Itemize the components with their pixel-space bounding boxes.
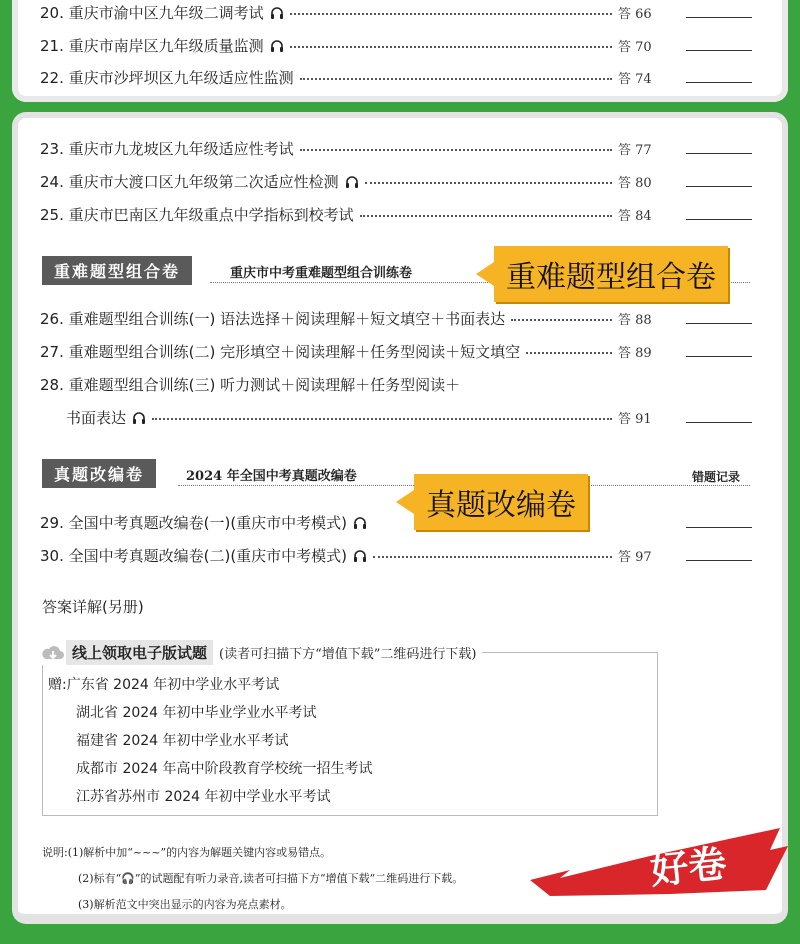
- toc-row: [40, 33, 752, 57]
- cloud-download-icon: [40, 643, 66, 663]
- toc-title: 书面表达: [66, 408, 127, 427]
- toc-row: [40, 65, 752, 89]
- headphone-icon: [270, 39, 284, 51]
- answer-detail: 答案详解(另册): [42, 598, 144, 616]
- toc-row: [66, 405, 752, 429]
- leader-dots: [526, 352, 612, 354]
- section1-tag: 重难题型组合卷: [42, 256, 192, 285]
- online-title: [40, 640, 482, 665]
- headphone-icon: [353, 516, 367, 528]
- headphone-icon: [353, 549, 367, 561]
- error-record-label: 错题记录: [692, 470, 741, 484]
- leader-dots: [290, 13, 612, 15]
- gift-item: 赠:广东省 2024 年初中学业水平考试: [48, 677, 280, 693]
- gift-item: 成都市 2024 年高中阶段教育学校统一招生考试: [76, 761, 373, 777]
- toc-row: [40, 136, 752, 160]
- record-blank[interactable]: [686, 527, 752, 528]
- note-line: 说明:(1)解析中加“~~~”的内容为解题关键内容或易错点。: [42, 846, 332, 859]
- stamp-text: 好卷: [648, 841, 729, 893]
- toc-title: 30. 全国中考真题改编卷(二)(重庆市中考模式): [40, 546, 348, 565]
- record-blank[interactable]: [686, 153, 752, 154]
- online-note: (读者可扫描下方“增值下载”二维码进行下载): [219, 647, 477, 662]
- toc-row: [40, 202, 752, 226]
- note-line: (2)标有“🎧”的试题配有听力录音,读者可扫描下方“增值下载”二维码进行下载。: [78, 872, 464, 885]
- toc-title: 29. 全国中考真题改编卷(一)(重庆市中考模式): [40, 513, 348, 532]
- gift-item: 湖北省 2024 年初中毕业学业水平考试: [76, 705, 317, 721]
- toc-title: 27. 重难题型组合训练(二) 完形填空＋阅读理解＋任务型阅读＋短文填空: [40, 342, 521, 361]
- online-label: 线上领取电子版试题: [66, 640, 213, 665]
- leader-dots: [360, 215, 612, 217]
- toc-title: 25. 重庆市巴南区九年级重点中学指标到校考试: [40, 205, 354, 224]
- toc-title: 24. 重庆市大渡口区九年级第二次适应性检测: [40, 172, 339, 191]
- toc-row: [40, 543, 752, 567]
- headphone-icon: [270, 6, 284, 18]
- headphone-icon: [345, 175, 359, 187]
- answer-page: 答 77: [618, 142, 652, 158]
- gift-item: 福建省 2024 年初中学业水平考试: [76, 733, 289, 749]
- record-blank[interactable]: [686, 17, 752, 18]
- answer-page: 答 97: [618, 549, 652, 565]
- toc-row: [40, 372, 752, 396]
- record-blank[interactable]: [686, 356, 752, 357]
- section1-callout: 重难题型组合卷: [494, 246, 728, 302]
- toc-row: [40, 339, 752, 363]
- record-blank[interactable]: [686, 186, 752, 187]
- answer-page: 答 74: [618, 71, 652, 87]
- toc-title: 26. 重难题型组合训练(一) 语法选择＋阅读理解＋短文填空＋书面表达: [40, 309, 506, 328]
- section2-tag: 真题改编卷: [42, 459, 156, 488]
- toc-title: 28. 重难题型组合训练(三) 听力测试＋阅读理解＋任务型阅读＋: [40, 375, 461, 394]
- section2-subtitle: 2024 年全国中考真题改编卷: [186, 469, 357, 484]
- leader-dots: [373, 556, 612, 558]
- toc-row: [40, 0, 752, 24]
- toc-title: 22. 重庆市沙坪坝区九年级适应性监测: [40, 68, 294, 87]
- record-blank[interactable]: [686, 82, 752, 83]
- record-blank[interactable]: [686, 323, 752, 324]
- note-line: (3)解析范文中突出显示的内容为亮点素材。: [78, 898, 292, 911]
- gift-item: 江苏省苏州市 2024 年初中学业水平考试: [76, 789, 331, 805]
- toc-row: [40, 169, 752, 193]
- section1-subtitle: 重庆市中考重难题型组合训练卷: [230, 266, 413, 281]
- answer-page: 答 66: [618, 6, 652, 22]
- record-blank[interactable]: [686, 560, 752, 561]
- leader-dots: [511, 319, 612, 321]
- answer-page: 答 89: [618, 345, 652, 361]
- answer-page: 答 70: [618, 39, 652, 55]
- record-blank[interactable]: [686, 422, 752, 423]
- leader-dots: [300, 78, 612, 80]
- leader-dots: [152, 418, 612, 420]
- answer-page: 答 84: [618, 208, 652, 224]
- stamp: [530, 820, 790, 900]
- answer-page: 答 88: [618, 312, 652, 328]
- leader-dots: [300, 149, 612, 151]
- toc-title: 21. 重庆市南岸区九年级质量监测: [40, 36, 264, 55]
- section2-callout: 真题改编卷: [414, 474, 588, 530]
- leader-dots: [290, 46, 612, 48]
- toc-row: [40, 306, 752, 330]
- leader-dots: [365, 182, 612, 184]
- answer-page: 答 91: [618, 411, 652, 427]
- answer-page: 答 80: [618, 175, 652, 191]
- toc-title: 20. 重庆市渝中区九年级二调考试: [40, 3, 264, 22]
- record-blank[interactable]: [686, 219, 752, 220]
- record-blank[interactable]: [686, 50, 752, 51]
- toc-title: 23. 重庆市九龙坡区九年级适应性考试: [40, 139, 294, 158]
- headphone-icon: [132, 411, 146, 423]
